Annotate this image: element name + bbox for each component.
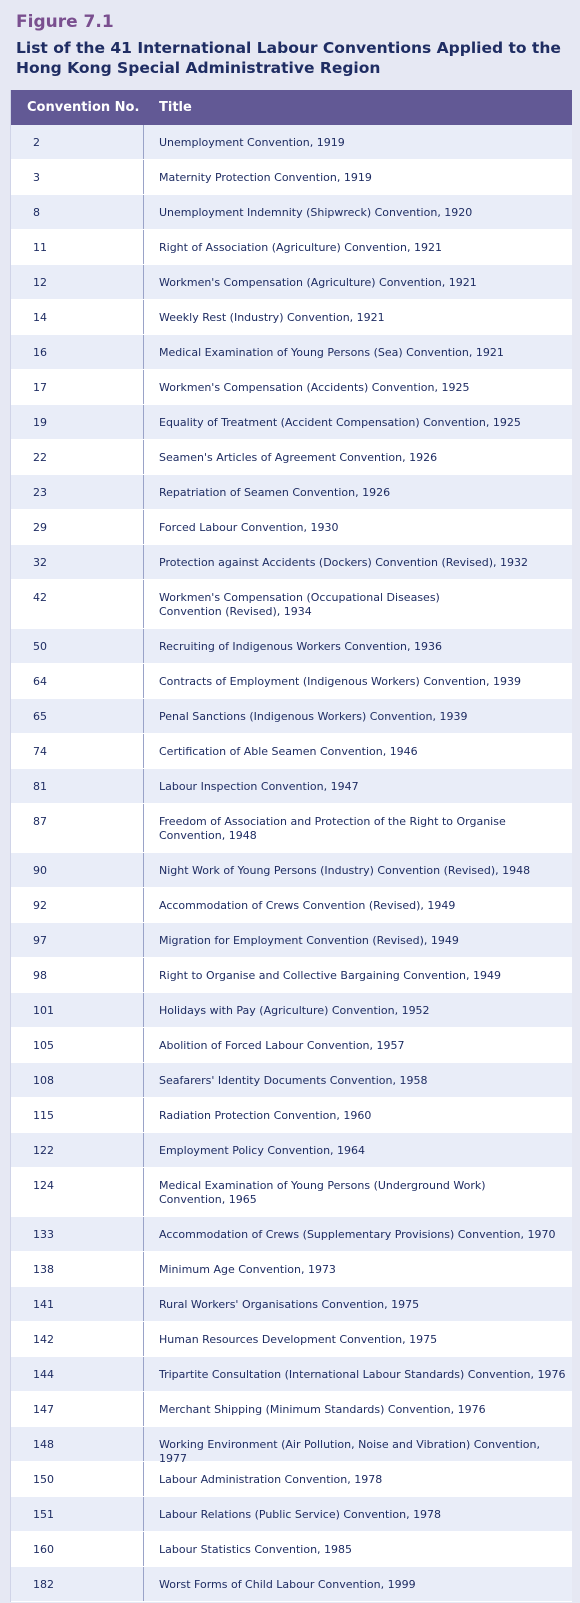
convention-number-cell: 148 <box>11 1427 144 1461</box>
convention-number-cell: 81 <box>11 769 144 803</box>
convention-title-cell: Worst Forms of Child Labour Convention, 1999 <box>159 1578 416 1591</box>
convention-title-cell: Equality of Treatment (Accident Compensation) Convention, 1925 <box>159 416 521 429</box>
convention-number-cell: 2 <box>11 125 144 159</box>
convention-title-cell: Minimum Age Convention, 1973 <box>159 1263 336 1276</box>
table-row <box>11 545 572 580</box>
conventions-table <box>10 90 572 1602</box>
convention-number-cell: 142 <box>11 1322 144 1356</box>
convention-title-cell: Labour Administration Convention, 1978 <box>159 1473 383 1486</box>
convention-number-cell: 87 <box>11 804 144 852</box>
convention-number-cell: 11 <box>11 230 144 264</box>
convention-number-cell: 74 <box>11 734 144 768</box>
table-row <box>11 510 572 545</box>
convention-number-cell: 32 <box>11 545 144 579</box>
convention-title-cell: Migration for Employment Convention (Revised), 1949 <box>159 934 459 947</box>
convention-title-cell: Recruiting of Indigenous Workers Convention, 1936 <box>159 640 443 653</box>
convention-title-cell: Workmen's Compensation (Accidents) Convention, 1925 <box>159 381 470 394</box>
table-row <box>11 958 572 993</box>
convention-number-cell: 3 <box>11 160 144 194</box>
convention-number-cell: 64 <box>11 664 144 698</box>
table-row <box>11 1217 572 1252</box>
convention-title-cell: Weekly Rest (Industry) Convention, 1921 <box>159 311 385 324</box>
convention-number-cell: 151 <box>11 1497 144 1531</box>
column-header-title: Title <box>159 100 192 115</box>
convention-number-cell: 108 <box>11 1063 144 1097</box>
convention-title-cell: Medical Examination of Young Persons (Underground Work) Convention, 1965 <box>159 1179 486 1206</box>
convention-number-cell: 133 <box>11 1217 144 1251</box>
convention-title-cell: Labour Relations (Public Service) Convention, 1978 <box>159 1508 442 1521</box>
table-row <box>11 664 572 699</box>
convention-title-cell: Working Environment (Air Pollution, Noise and Vibration) Convention, 1977 <box>159 1438 540 1465</box>
table-row <box>11 195 572 230</box>
table-row <box>11 923 572 958</box>
convention-number-cell: 23 <box>11 475 144 509</box>
table-row <box>11 804 572 853</box>
convention-title-cell: Rural Workers' Organisations Convention, 1975 <box>159 1298 420 1311</box>
convention-title-cell: Unemployment Convention, 1919 <box>159 136 345 149</box>
table-row <box>11 160 572 195</box>
table-row <box>11 734 572 769</box>
convention-number-cell: 144 <box>11 1357 144 1391</box>
table-row <box>11 1357 572 1392</box>
convention-number-cell: 14 <box>11 300 144 334</box>
convention-title-cell: Labour Inspection Convention, 1947 <box>159 780 359 793</box>
table-row <box>11 1252 572 1287</box>
table-row <box>11 265 572 300</box>
table-row <box>11 629 572 664</box>
convention-title-cell: Accommodation of Crews Convention (Revised), 1949 <box>159 899 456 912</box>
convention-title-cell: Seafarers' Identity Documents Convention, 1958 <box>159 1074 428 1087</box>
table-row <box>11 1028 572 1063</box>
table-row <box>11 1133 572 1168</box>
convention-number-cell: 92 <box>11 888 144 922</box>
convention-title-cell: Certification of Able Seamen Convention, 1946 <box>159 745 418 758</box>
convention-title-cell: Workmen's Compensation (Agriculture) Convention, 1921 <box>159 276 477 289</box>
convention-title-cell: Labour Statistics Convention, 1985 <box>159 1543 353 1556</box>
table-row <box>11 335 572 370</box>
table-row <box>11 1497 572 1532</box>
convention-title-cell: Penal Sanctions (Indigenous Workers) Convention, 1939 <box>159 710 468 723</box>
table-row <box>11 1532 572 1567</box>
convention-title-cell: Repatriation of Seamen Convention, 1926 <box>159 486 391 499</box>
table-row <box>11 993 572 1028</box>
table-row <box>11 1392 572 1427</box>
convention-title-cell: Employment Policy Convention, 1964 <box>159 1144 366 1157</box>
convention-title-cell: Merchant Shipping (Minimum Standards) Convention, 1976 <box>159 1403 486 1416</box>
convention-title-cell: Contracts of Employment (Indigenous Workers) Convention, 1939 <box>159 675 522 688</box>
convention-number-cell: 124 <box>11 1168 144 1216</box>
table-row <box>11 1063 572 1098</box>
convention-number-cell: 138 <box>11 1252 144 1286</box>
convention-title-cell: Night Work of Young Persons (Industry) Convention (Revised), 1948 <box>159 864 531 877</box>
table-row <box>11 853 572 888</box>
table-row <box>11 1322 572 1357</box>
table-row <box>11 1098 572 1133</box>
convention-number-cell: 98 <box>11 958 144 992</box>
convention-title-cell: Protection against Accidents (Dockers) Convention (Revised), 1932 <box>159 556 528 569</box>
convention-number-cell: 182 <box>11 1567 144 1601</box>
convention-number-cell: 147 <box>11 1392 144 1426</box>
table-row <box>11 1427 572 1465</box>
table-row <box>11 1287 572 1322</box>
table-row <box>11 699 572 734</box>
table-row <box>11 1567 572 1602</box>
table-row <box>11 1168 572 1217</box>
convention-title-cell: Human Resources Development Convention, 1975 <box>159 1333 438 1346</box>
table-row <box>11 370 572 405</box>
convention-title-cell: Holidays with Pay (Agriculture) Convention, 1952 <box>159 1004 430 1017</box>
convention-number-cell: 65 <box>11 699 144 733</box>
convention-number-cell: 29 <box>11 510 144 544</box>
convention-title-cell: Right to Organise and Collective Bargaining Convention, 1949 <box>159 969 501 982</box>
table-row <box>11 440 572 475</box>
convention-title-cell: Maternity Protection Convention, 1919 <box>159 171 372 184</box>
table-row <box>11 405 572 440</box>
convention-number-cell: 150 <box>11 1462 144 1496</box>
convention-title-cell: Tripartite Consultation (International Labour Standards) Convention, 1976 <box>159 1368 566 1381</box>
convention-number-cell: 22 <box>11 440 144 474</box>
column-header-convention-no: Convention No. <box>27 100 140 115</box>
convention-number-cell: 42 <box>11 580 144 628</box>
table-row <box>11 230 572 265</box>
convention-title-cell: Unemployment Indemnity (Shipwreck) Convention, 1920 <box>159 206 473 219</box>
convention-number-cell: 115 <box>11 1098 144 1132</box>
table-row <box>11 580 572 629</box>
table-row <box>11 475 572 510</box>
table-row <box>11 125 572 160</box>
convention-title-cell: Medical Examination of Young Persons (Sea) Convention, 1921 <box>159 346 504 359</box>
convention-number-cell: 12 <box>11 265 144 299</box>
convention-number-cell: 17 <box>11 370 144 404</box>
table-row <box>11 1462 572 1497</box>
convention-number-cell: 90 <box>11 853 144 887</box>
figure-title: List of the 41 International Labour Conventions Applied to the Hong Kong Special Administrative Region <box>16 39 561 77</box>
convention-number-cell: 16 <box>11 335 144 369</box>
convention-number-cell: 19 <box>11 405 144 439</box>
convention-title-cell: Freedom of Association and Protection of the Right to Organise Convention, 1948 <box>159 815 506 842</box>
convention-title-cell: Radiation Protection Convention, 1960 <box>159 1109 372 1122</box>
convention-number-cell: 141 <box>11 1287 144 1321</box>
table-row <box>11 300 572 335</box>
convention-number-cell: 105 <box>11 1028 144 1062</box>
convention-number-cell: 122 <box>11 1133 144 1167</box>
convention-title-cell: Abolition of Forced Labour Convention, 1957 <box>159 1039 405 1052</box>
convention-title-cell: Seamen's Articles of Agreement Convention, 1926 <box>159 451 438 464</box>
convention-number-cell: 101 <box>11 993 144 1027</box>
convention-number-cell: 50 <box>11 629 144 663</box>
convention-title-cell: Forced Labour Convention, 1930 <box>159 521 339 534</box>
table-header <box>11 90 572 125</box>
table-row <box>11 769 572 804</box>
convention-title-cell: Right of Association (Agriculture) Convention, 1921 <box>159 241 442 254</box>
convention-number-cell: 97 <box>11 923 144 957</box>
convention-title-cell: Accommodation of Crews (Supplementary Provisions) Convention, 1970 <box>159 1228 556 1241</box>
convention-number-cell: 160 <box>11 1532 144 1566</box>
convention-number-cell: 8 <box>11 195 144 229</box>
figure-label: Figure 7.1 <box>16 12 114 32</box>
convention-title-cell: Workmen's Compensation (Occupational Diseases) Convention (Revised), 1934 <box>159 591 440 618</box>
table-row <box>11 888 572 923</box>
table-body <box>11 125 572 1602</box>
